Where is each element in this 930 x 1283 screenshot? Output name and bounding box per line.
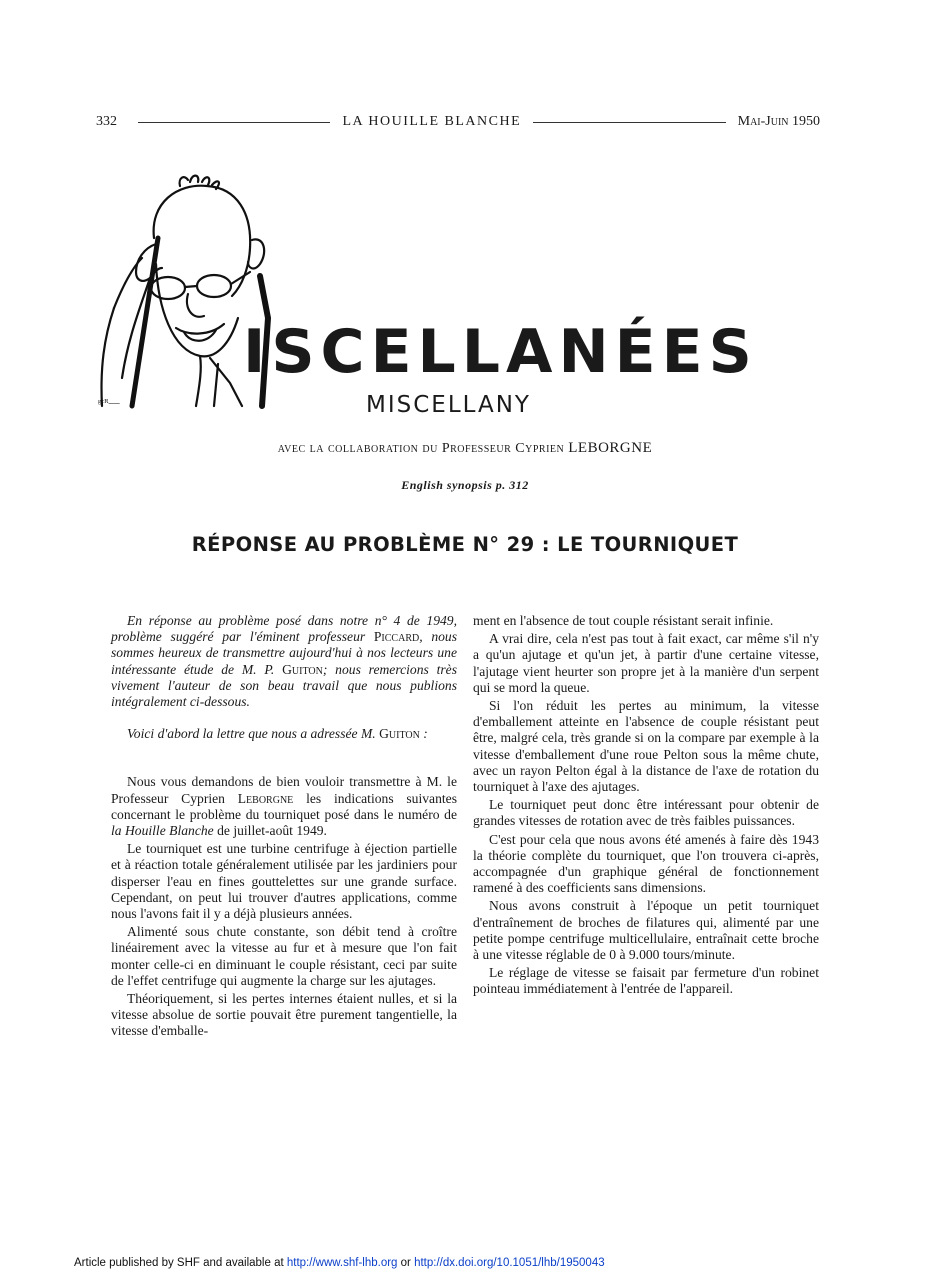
body-paragraph-2: A vrai dire, cela n'est pas tout à fait exact, car même s'il n'y a qu'un ajutage et qu'un jet, à partir d'une certaine vitesse, l'ajutage vient heurter son propre jet à la manière d'un serpent qui se mord la queue. (473, 631, 819, 695)
left-column (111, 613, 457, 1042)
section-title: ISCELLANÉES (243, 317, 758, 387)
article-title: RÉPONSE AU PROBLÈME N° 29 : LE TOURNIQUET (191, 533, 739, 556)
body-paragraph-6: Nous avons construit à l'époque un petit tourniquet d'entraînement de broches de filatures qui, alimenté par une petite pompe centrifuge multicellulaire, entraînait cette broche à une vitesse réglable de 0 à 9.000 tours/minute. (473, 898, 819, 963)
header-rule-right (533, 122, 725, 123)
artist-signature: ᵍᶜᴿ— (98, 397, 120, 409)
body-paragraph-3: Si l'on réduit les pertes au minimum, la vitesse d'emballement atteinte en l'absence de couple résistant peut être, malgré cela, très grande si on la compare par exemple à la vitesse d'emballement d'une roue Pelton sous la même chute, avec un rayon Pelton égal à la distance de l'axe de rotation du tourniquet à l'axe des ajutages. (473, 698, 819, 795)
body-paragraph-4: Le tourniquet peut donc être intéressant pour obtenir de grandes vitesses de rotation avec de très faibles puissances. (473, 797, 819, 829)
shf-link[interactable]: http://www.shf-lhb.org (286, 1257, 398, 1269)
english-synopsis-note: English synopsis p. 312 (401, 478, 529, 492)
page-number: 332 (96, 114, 117, 129)
body-paragraph-7: Le réglage de vitesse se faisait par fermeture d'un robinet pointeau immédiatement à l'entrée de l'appareil. (473, 965, 819, 997)
section-subtitle: MISCELLANY (366, 392, 531, 418)
body-paragraph-1: ment en l'absence de tout couple résistant serait infinie. (473, 613, 774, 628)
letter-paragraph-4: Théoriquement, si les pertes internes étaient nulles, et si la vitesse absolue de sortie pouvait être purement tangentielle, la vitesse d'emballe- (111, 991, 457, 1039)
footer-prefix: Article published by SHF and available at (74, 1257, 287, 1269)
editor-intro-paragraph: En réponse au problème posé dans notre n° 4 de 1949, problème suggéré par l'éminent professeur Piccard, nous sommes heureux de transmettre aujourd'hui à nos lecteurs une intéressante étude de M. P. Guiton; nous remercions très vivement l'auteur de son beau travail que nous publions intégralement ci-dessous. (111, 613, 457, 710)
letter-paragraph-1: Nous vous demandons de bien vouloir transmettre à M. le Professeur Cyprien Leborgne les indications suivantes concernant le problème du tourniquet posé dans le numéro de la Houille Blanche de juillet-août 1949. (111, 774, 457, 839)
issue-date: Mai-Juin 1950 (737, 114, 821, 129)
page-header (96, 112, 820, 132)
publication-footer (74, 1257, 605, 1269)
journal-name: LA HOUILLE BLANCHE (342, 114, 522, 129)
collaboration-prefix: avec la collaboration du Professeur Cyprien (277, 441, 569, 456)
collaborator-name: LEBORGNE (568, 440, 653, 456)
header-rule-left (138, 122, 330, 123)
letter-intro-paragraph: Voici d'abord la lettre que nous a adressée M. Guiton : (127, 726, 428, 742)
doi-link[interactable]: http://dx.doi.org/10.1051/lhb/1950043 (414, 1257, 605, 1269)
right-column (473, 613, 819, 1000)
footer-middle: or (397, 1257, 415, 1269)
letter-paragraph-3: Alimenté sous chute constante, son débit tend à croître linéairement avec la vitesse au fur et à mesure que l'on fait monter celle-ci en diminuant le couple résistant, ceci par suite de l'effet centrifuge qui augmente la charge sur les ajutages. (111, 924, 457, 988)
body-paragraph-5: C'est pour cela que nous avons été amenés à faire dès 1943 la théorie complète du tourniquet, que l'on trouvera ci-après, accompagnée d'un graphique général de fonctionnement ramené à des coefficients sans dimensions. (473, 831, 819, 896)
collaboration-line (180, 440, 750, 457)
letter-paragraph-2: Le tourniquet est une turbine centrifuge à éjection partielle et à réaction totale généralement utilisée par les jardiniers pour disperser l'eau en fines gouttelettes sur une grande surface. Cependant, on peut lui trouver d'autres applications, comme nous l'avons fait il y a déjà plusieurs années. (111, 841, 457, 922)
